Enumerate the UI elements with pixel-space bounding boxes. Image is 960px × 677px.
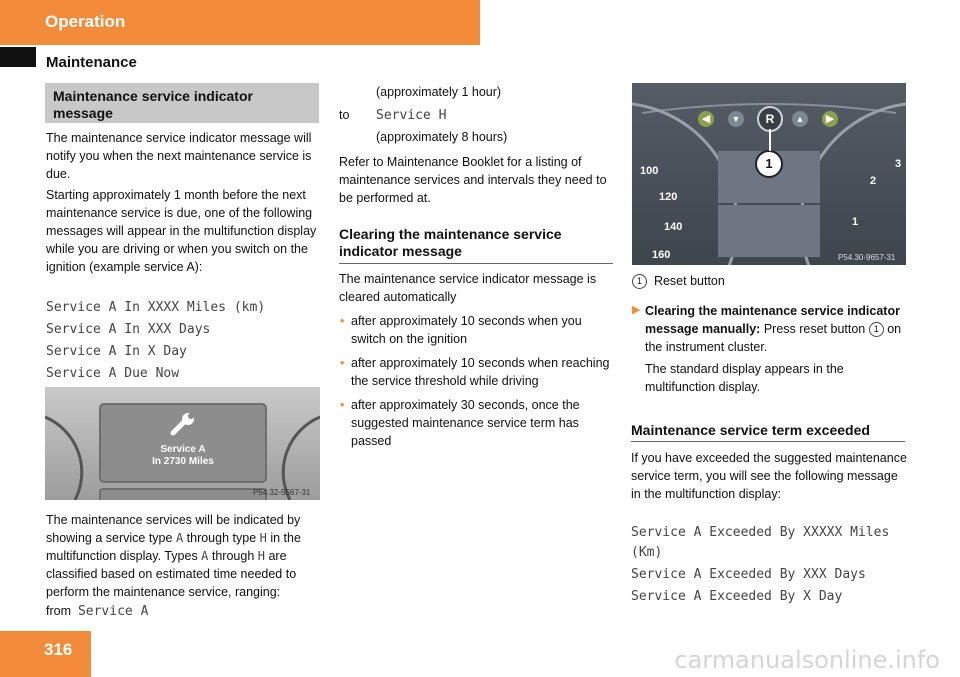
message-item: Service A Exceeded By X Day	[631, 589, 843, 604]
range-to-value: Service H	[376, 108, 447, 123]
box-heading: Maintenance service indicator message	[45, 83, 319, 123]
list-item: • after approximately 10 seconds when reaching the service threshold while driving	[339, 354, 617, 390]
message-item: Service A Exceeded By XXX Days	[631, 567, 866, 582]
manual-clear-step	[645, 302, 910, 356]
callout-number: 1	[632, 274, 647, 289]
text-run: are classified based on estimated time needed to perform the maintenance service, ranging:	[46, 549, 297, 599]
message-item: Service A Due Now	[46, 366, 180, 381]
figure-ref: P54.32-5567-31	[253, 488, 311, 497]
timing-paragraph: Starting approximately 1 month before the next maintenance service is due, one of the following messages will appear in the multifunction display while you are driving or when you switch on the ignition (example service A):	[46, 188, 317, 274]
speed-tick-label: 160	[652, 249, 671, 261]
rpm-tick-label: 3	[895, 158, 902, 170]
caption-text: Reset button	[653, 274, 725, 288]
figure-ref: P54.30-9657-31	[838, 253, 896, 262]
chapter-title: Operation	[45, 12, 126, 31]
text-run: in the multifunction display. Types	[46, 531, 301, 563]
exceeded-paragraph: If you have exceeded the suggested maintenance service term, you will see the following message in the multifunction display:	[631, 451, 907, 501]
range-from	[46, 604, 148, 619]
type-code: A	[201, 549, 209, 563]
speed-tick-label: 140	[664, 221, 683, 233]
message-item: Service A In XXX Days	[46, 322, 211, 337]
range-to-label: to	[339, 108, 350, 122]
service-display-figure	[45, 387, 320, 500]
auto-clear-intro: The maintenance service indicator message is cleared automatically	[339, 272, 597, 304]
callout-marker: 1	[755, 150, 783, 178]
page-number: 316	[44, 640, 73, 659]
list-item: • after approximately 30 seconds, once the suggested maintenance service term has passed	[339, 396, 617, 450]
display-line-1: Service A	[160, 444, 206, 455]
display-message	[100, 444, 266, 468]
step-result: The standard display appears in the multifunction display.	[645, 362, 844, 394]
figure-caption	[632, 274, 725, 289]
callout-number: 1	[869, 322, 884, 337]
step-bold: Clearing the maintenance service indicator message manually:	[645, 304, 900, 336]
watermark: carmanualsonline.info	[674, 646, 940, 674]
refer-paragraph: Refer to Maintenance Booklet for a listing of maintenance services and intervals they need to be performed at.	[339, 155, 607, 205]
type-code: H	[259, 531, 267, 545]
step-arrow-icon: ▶	[632, 304, 641, 316]
section-marker	[0, 47, 36, 67]
approx-8h: (approximately 8 hours)	[376, 130, 508, 144]
from-value: Service A	[77, 604, 149, 619]
text-run: Press reset button	[760, 322, 869, 336]
section-title: Maintenance	[46, 54, 137, 71]
text-run: through type	[183, 531, 260, 545]
wrench-icon	[169, 411, 199, 437]
rpm-tick-label: 2	[870, 175, 877, 187]
rpm-tick-label: 1	[852, 216, 859, 228]
left-arrow-key-icon[interactable]: ◀	[698, 111, 714, 127]
message-list	[46, 297, 265, 385]
auto-clear-list	[339, 312, 617, 456]
instrument-cluster-figure	[632, 83, 906, 265]
text-run: on the instrument cluster.	[645, 322, 902, 354]
display-line-2: In 2730 Miles	[152, 456, 214, 467]
from-label: from	[46, 604, 71, 618]
right-arrow-key-icon[interactable]: ▶	[822, 111, 838, 127]
message-item: Service A In XXXX Miles (km)	[46, 300, 266, 315]
type-code: A	[175, 531, 184, 545]
text-run: The maintenance services will be indicated by showing a service type	[46, 513, 301, 545]
intro-paragraph: The maintenance service indicator message will notify you when the next maintenance service is due.	[46, 131, 312, 181]
type-code: H	[257, 549, 265, 563]
text-run: through	[208, 549, 258, 563]
speed-tick-label: 100	[640, 165, 659, 177]
exceeded-message-list	[631, 523, 907, 607]
message-item: Service A Exceeded By XXXXX Miles (Km)	[631, 525, 890, 560]
list-item: • after approximately 10 seconds when you switch on the ignition	[339, 312, 617, 348]
speed-tick-label: 120	[659, 191, 678, 203]
chevron-down-key-icon[interactable]: ▼	[728, 111, 744, 127]
callout-line	[768, 129, 772, 151]
service-types-paragraph	[46, 511, 324, 601]
reset-button[interactable]: R	[757, 106, 783, 132]
clearing-heading: Clearing the maintenance service indicator message	[339, 226, 613, 264]
exceeded-heading: Maintenance service term exceeded	[631, 422, 905, 442]
approx-1h: (approximately 1 hour)	[376, 85, 502, 99]
chevron-up-key-icon[interactable]: ▲	[792, 111, 808, 127]
message-item: Service A In X Day	[46, 344, 187, 359]
